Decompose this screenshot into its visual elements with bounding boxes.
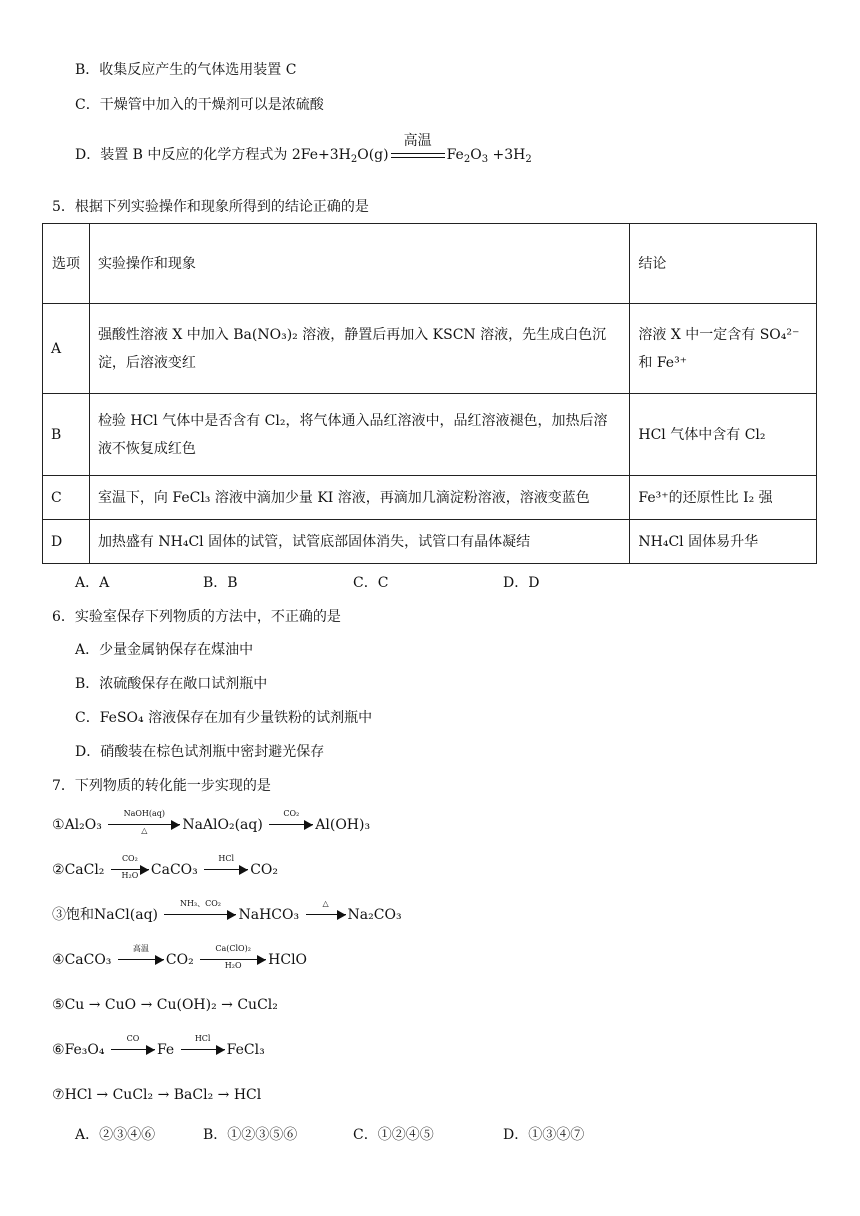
row-option: B: [43, 394, 90, 476]
arrow-icon: CO₂: [269, 815, 313, 835]
high-temp-equals-sign: 高温: [391, 145, 445, 165]
table-row: [43, 476, 817, 520]
choice-c: C．①②④⑤: [353, 1127, 434, 1143]
row-operation: 加热盛有 NH₄Cl 固体的试管，试管底部固体消失，试管口有晶体凝结: [89, 520, 629, 564]
choice-b: B．B: [203, 575, 238, 591]
q5-stem: 5．根据下列实验操作和现象所得到的结论正确的是: [52, 199, 369, 215]
table-row: [43, 394, 817, 476]
reaction-2: ②CaCl₂ $\frac{\text{CO₂}}{\text{H₂O}}$ CaCO₃ HCl CO₂: [52, 854, 279, 880]
arrow-icon: HCl: [204, 860, 248, 880]
choice-d: D．D: [503, 575, 540, 591]
row-conclusion: NH₄Cl 固体易升华: [630, 520, 817, 564]
row-operation: 强酸性溶液 X 中加入 Ba(NO₃)₂ 溶液，静置后再加入 KSCN 溶液，先生成白色沉淀，后溶液变红: [89, 304, 629, 394]
q7-choices: [75, 1125, 584, 1145]
row-operation: 室温下，向 FeCl₃ 溶液中滴加少量 KI 溶液，再滴加几滴淀粉溶液，溶液变蓝色: [89, 476, 629, 520]
arrow-icon: CO: [111, 1040, 155, 1060]
row-option: D: [43, 520, 90, 564]
row-operation: 检验 HCl 气体中是否含有 Cl₂，将气体通入品红溶液中，品红溶液褪色，加热后溶液不恢复成红色: [89, 394, 629, 476]
arrow-icon: 高温: [118, 950, 164, 970]
row-conclusion: 溶液 X 中一定含有 SO₄²⁻ 和 Fe³⁺: [630, 304, 817, 394]
row-option: C: [43, 476, 90, 520]
choice-c: C．C: [353, 575, 389, 591]
reaction-5: ⑤Cu → CuO → Cu(OH)₂ → CuCl₂: [52, 997, 278, 1013]
arrow-icon: NaOH(aq) △: [108, 815, 180, 835]
choice-a: A．A: [75, 575, 110, 591]
q6-option-b: B．浓硫酸保存在敞口试剂瓶中: [75, 676, 268, 692]
arrow-icon: △: [306, 905, 346, 925]
q5-choices: [75, 573, 539, 593]
reaction-7: ⑦HCl → CuCl₂ → BaCl₂ → HCl: [52, 1087, 262, 1103]
row-option: A: [43, 304, 90, 394]
reaction-6: ⑥Fe₃O₄ CO Fe HCl FeCl₃: [52, 1034, 265, 1058]
choice-d: D．①③④⑦: [503, 1127, 585, 1143]
q4-option-b: B．收集反应产生的气体选用装置 C: [75, 62, 297, 78]
q4-option-c: C．干燥管中加入的干燥剂可以是浓硫酸: [75, 97, 324, 113]
table-row: [43, 520, 817, 564]
choice-b: B．①②③⑤⑥: [203, 1127, 298, 1143]
q4-option-d: D．装置 B 中反应的化学方程式为 $2Fe+3H_2O(g)$ 高温 $Fe_2O_3 +3H_2$: [75, 133, 532, 165]
arrow-icon: Ca(ClO)₂ H₂O: [200, 950, 266, 970]
header-conclusion: 结论: [630, 224, 817, 304]
arrow-icon: HCl: [181, 1040, 225, 1060]
table-row: [43, 304, 817, 394]
q6-stem: 6．实验室保存下列物质的方法中，不正确的是: [52, 609, 341, 625]
choice-a: A．②③④⑥: [75, 1127, 156, 1143]
q5-table: [42, 223, 817, 564]
q6-option-d: D．硝酸装在棕色试剂瓶中密封避光保存: [75, 744, 325, 760]
reaction-1: ①Al₂O₃ NaOH(aq) △ NaAlO₂(aq) CO₂ Al(OH)₃: [52, 809, 371, 835]
row-conclusion: Fe³⁺的还原性比 I₂ 强: [630, 476, 817, 520]
reaction-3: ③饱和NaCl(aq) NH₃、CO₂ NaHCO₃ △ Na₂CO₃: [52, 899, 402, 923]
header-operation: 实验操作和现象: [89, 224, 629, 304]
header-option: 选项: [43, 224, 90, 304]
row-conclusion: HCl 气体中含有 Cl₂: [630, 394, 817, 476]
q7-stem: 7．下列物质的转化能一步实现的是: [52, 778, 271, 794]
arrow-icon: NH₃、CO₂: [164, 905, 236, 925]
reaction-4: ④CaCO₃ 高温 CO₂ Ca(ClO)₂ H₂O HClO: [52, 944, 308, 970]
table-header-row: [43, 224, 817, 304]
q6-option-c: C．FeSO₄ 溶液保存在加有少量铁粉的试剂瓶中: [75, 710, 373, 726]
arrow-icon: $\frac{\text{CO₂}}{\text{H₂O}}$: [111, 860, 149, 880]
q6-option-a: A．少量金属钠保存在煤油中: [75, 642, 254, 658]
